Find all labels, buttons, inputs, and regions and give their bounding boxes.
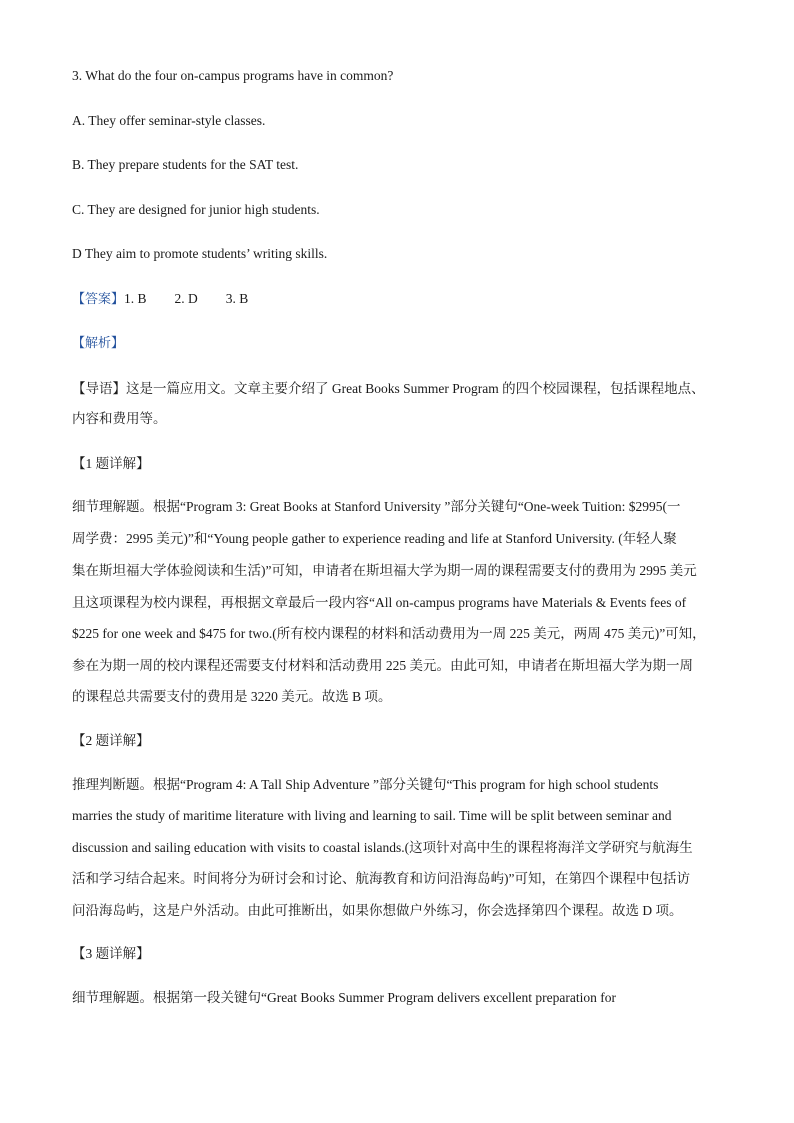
section-2-line: 问沿海岛屿，这是户外活动。由此可推断出，如果你想做户外练习，你会选择第四个课程。故选 D 项。 <box>72 903 683 918</box>
answer-value-1: 1. B <box>124 291 147 306</box>
answer-line <box>72 290 734 309</box>
question-stem: 3. What do the four on-campus programs have in common? <box>72 68 394 83</box>
section-2-line: marries the study of maritime literature with living and learning to sail. Time will be split between seminar and <box>72 808 672 823</box>
option-d: D They aim to promote students’ writing skills. <box>72 246 328 261</box>
option-a: A. They offer seminar-style classes. <box>72 113 266 128</box>
section-1-line: $225 for one week and $475 for two.(所有校内课程的材料和活动费用为一周 225 美元，两周 475 美元)”可知， <box>72 626 706 641</box>
analysis-label: 【解析】 <box>72 336 125 351</box>
answer-value-3: 3. B <box>225 291 249 306</box>
section-1-line: 细节理解题。根据“Program 3: Great Books at Stanford University ”部分关键句“One-week Tuition: $2995(一 <box>72 499 681 514</box>
section-1-line: 的课程总共需要支付的费用是 3220 美元。故选 B 项。 <box>72 689 392 704</box>
section-1-title: 【1 题详解】 <box>72 456 150 471</box>
option-b: B. They prepare students for the SAT test. <box>72 157 299 172</box>
section-1-line: 参在为期一周的校内课程还需要支付材料和活动费用 225 美元。由此可知，申请者在斯坦福大学为期一周 <box>72 658 693 673</box>
section-1-line: 且这项课程为校内课程，再根据文章最后一段内容“All on-campus programs have Materials & Events fees of <box>72 595 687 610</box>
section-2-line: discussion and sailing education with visits to coastal islands.(这项针对高中生的课程将海洋文学研究与航海生 <box>72 840 693 855</box>
answer-label: 【答案】 <box>72 292 125 307</box>
section-3-title: 【3 题详解】 <box>72 946 150 961</box>
section-2-line: 推理判断题。根据“Program 4: A Tall Ship Adventure ”部分关键句“This program for high school students <box>72 777 659 792</box>
intro-line-2: 内容和费用等。 <box>72 411 167 426</box>
section-1-line: 周学费：2995 美元)”和“Young people gather to experience reading and life at Stanford University. (年轻人聚 <box>72 531 677 546</box>
option-c: C. They are designed for junior high students. <box>72 202 320 217</box>
intro-line-1: 【导语】这是一篇应用文。文章主要介绍了 Great Books Summer Program 的四个校园课程，包括课程地点、 <box>72 381 705 396</box>
section-2-line: 活和学习结合起来。时间将分为研讨会和讨论、航海教育和访问沿海岛屿)”可知，在第四个课程中包括访 <box>72 871 690 886</box>
section-3-line: 细节理解题。根据第一段关键句“Great Books Summer Program delivers excellent preparation for <box>72 990 617 1005</box>
section-1-line: 集在斯坦福大学体验阅读和生活)”可知，申请者在斯坦福大学为期一周的课程需要支付的费用为 2995 美元 <box>72 563 697 578</box>
answer-value-2: 2. D <box>174 291 198 306</box>
section-2-title: 【2 题详解】 <box>72 733 150 748</box>
